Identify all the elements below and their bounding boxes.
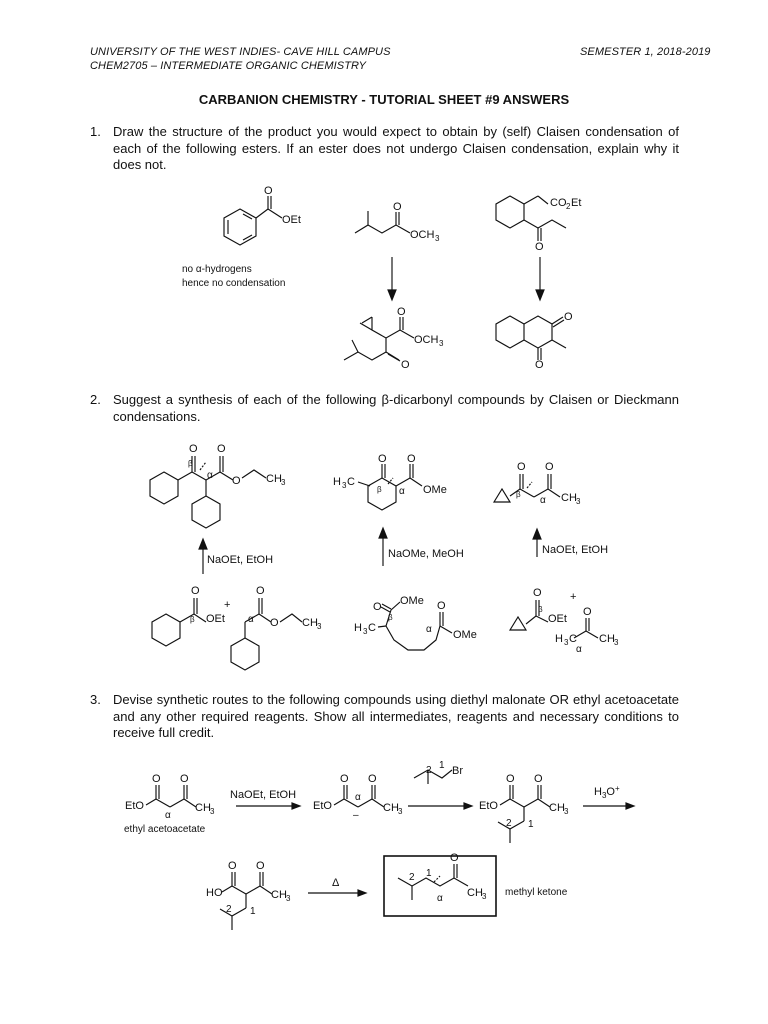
svg-text:–: – <box>353 810 359 821</box>
svg-text:CO: CO <box>550 197 567 209</box>
q2-target-3 <box>494 461 581 506</box>
q2-target-1 <box>150 443 286 528</box>
svg-text:O: O <box>564 311 573 323</box>
svg-text:OEt: OEt <box>206 613 225 625</box>
course-name: CHEM2705 – INTERMEDIATE ORGANIC CHEMISTRY <box>90 60 367 72</box>
question-2-number: 2. <box>90 392 101 407</box>
q1-carbonyl-o: O <box>264 185 273 197</box>
q3-alkylated-ester <box>479 773 569 843</box>
svg-text:O: O <box>270 617 279 629</box>
svg-text:3: 3 <box>286 894 291 903</box>
svg-text:+: + <box>224 599 231 611</box>
svg-text:C: C <box>368 622 376 634</box>
svg-text:3: 3 <box>398 807 403 816</box>
svg-text:O: O <box>583 606 592 618</box>
svg-text:3: 3 <box>342 481 347 490</box>
svg-text:O: O <box>437 600 446 612</box>
svg-text:O: O <box>534 773 543 785</box>
svg-text:1: 1 <box>426 868 432 879</box>
svg-text:2: 2 <box>426 765 432 776</box>
svg-text:OMe: OMe <box>453 629 477 641</box>
o: O <box>189 443 198 455</box>
svg-text:O: O <box>397 306 406 318</box>
q3-enolate <box>313 773 403 821</box>
svg-text:CH: CH <box>467 887 483 899</box>
svg-text:3: 3 <box>614 638 619 647</box>
question-2-text: Suggest a synthesis of each of the following β-dicarbonyl compounds by Claisen or Dieckmann condensations. <box>113 392 679 424</box>
q1-methyl-isovalerate <box>355 201 440 243</box>
svg-text:α: α <box>426 624 432 635</box>
svg-text:OEt: OEt <box>548 613 567 625</box>
svg-text:β: β <box>516 490 521 499</box>
svg-text:Br: Br <box>452 765 463 777</box>
q1-cyclohexyl-ester <box>496 196 581 253</box>
svg-text:O: O <box>407 453 416 465</box>
q2-precursor-1 <box>152 585 322 670</box>
q3-keto-acid <box>206 860 291 930</box>
q3-ethyl-acetoacetate <box>125 773 215 821</box>
svg-text:HO: HO <box>206 887 223 899</box>
svg-text:β: β <box>388 613 393 622</box>
svg-text:α: α <box>437 893 443 904</box>
svg-text:3: 3 <box>435 234 440 243</box>
svg-text:β: β <box>190 615 195 624</box>
q3-product-label: methyl ketone <box>505 887 568 898</box>
q2-reagent-1: NaOEt, EtOH <box>207 554 274 566</box>
svg-text:CH: CH <box>383 802 399 814</box>
svg-text:O: O <box>533 587 542 599</box>
svg-text:O: O <box>340 773 349 785</box>
svg-text:CH: CH <box>561 492 577 504</box>
svg-text:β: β <box>188 459 193 468</box>
svg-text:CH: CH <box>266 473 282 485</box>
svg-text:3: 3 <box>210 807 215 816</box>
svg-text:O: O <box>506 773 515 785</box>
svg-text:3: 3 <box>281 478 286 487</box>
svg-text:3: 3 <box>317 622 322 631</box>
svg-text:O: O <box>535 359 544 371</box>
svg-text:3: 3 <box>576 497 581 506</box>
svg-text:1: 1 <box>439 760 445 771</box>
svg-text:O: O <box>368 773 377 785</box>
svg-text:2: 2 <box>566 202 571 211</box>
q1-ethyl-benzoate <box>224 185 301 245</box>
svg-text:O: O <box>152 773 161 785</box>
svg-text:H: H <box>354 622 362 634</box>
svg-text:O: O <box>373 601 382 613</box>
q3-reagent-1: NaOEt, EtOH <box>230 789 297 801</box>
q2-reagent-2: NaOMe, MeOH <box>388 548 464 560</box>
q1-oet-label: OEt <box>282 214 301 226</box>
svg-text:3: 3 <box>363 627 368 636</box>
svg-text:O: O <box>535 241 544 253</box>
svg-text:α: α <box>399 486 405 497</box>
svg-text:Et: Et <box>571 197 582 209</box>
svg-text:O: O <box>378 453 387 465</box>
svg-text:α: α <box>165 810 171 821</box>
svg-text:O: O <box>450 852 459 864</box>
q3-start-label: ethyl acetoacetate <box>124 824 206 835</box>
q1-product-1 <box>344 306 444 371</box>
svg-text:3: 3 <box>564 807 569 816</box>
svg-text:α: α <box>576 644 582 655</box>
svg-text:OCH: OCH <box>414 334 439 346</box>
svg-text:OCH: OCH <box>410 229 435 241</box>
svg-text:O: O <box>217 443 226 455</box>
svg-text:O: O <box>401 359 410 371</box>
svg-text:β: β <box>377 485 382 494</box>
svg-text:CH: CH <box>599 633 615 645</box>
question-3-number: 3. <box>90 692 101 707</box>
q2-reagent-3: NaOEt, EtOH <box>542 544 609 556</box>
svg-text:EtO: EtO <box>313 800 332 812</box>
svg-text:β: β <box>538 605 543 614</box>
svg-text:CH: CH <box>195 802 211 814</box>
svg-text:α: α <box>248 614 254 625</box>
svg-text:3: 3 <box>482 892 487 901</box>
svg-text:EtO: EtO <box>479 800 498 812</box>
semester: SEMESTER 1, 2018-2019 <box>580 46 711 58</box>
svg-text:O: O <box>256 860 265 872</box>
q1-note-line1: no α-hydrogens <box>182 264 252 275</box>
svg-text:2: 2 <box>409 872 415 883</box>
q3-reagent-2: $H_3O^+$ <box>594 784 620 800</box>
svg-text:H: H <box>333 476 341 488</box>
q2-precursor-3 <box>510 587 619 655</box>
svg-text:α: α <box>540 495 546 506</box>
svg-text:OMe: OMe <box>423 484 447 496</box>
svg-text:CH: CH <box>549 802 565 814</box>
svg-text:O: O <box>393 201 402 213</box>
question-1-text: Draw the structure of the product you would expect to obtain by (self) Claisen condensation of each of the following esters. If an ester does not undergo Claisen condensation, explain why it does not. <box>113 124 679 172</box>
svg-text:OMe: OMe <box>400 595 424 607</box>
svg-text:O: O <box>180 773 189 785</box>
svg-text:α: α <box>355 792 361 803</box>
svg-text:EtO: EtO <box>125 800 144 812</box>
q1-product-2 <box>496 311 573 371</box>
q1-note-line2: hence no condensation <box>182 278 286 289</box>
svg-text:+: + <box>570 591 577 603</box>
svg-text:O: O <box>232 475 241 487</box>
university-name: UNIVERSITY OF THE WEST INDIES- CAVE HILL CAMPUS <box>90 46 391 58</box>
svg-text:2: 2 <box>506 818 512 829</box>
q3-methyl-ketone <box>398 852 487 904</box>
question-3-text: Devise synthetic routes to the following compounds using diethyl malonate OR ethyl acetoacetate and any other required reagents. Show all intermediates, reagents and necessary conditions to receive full credit. <box>113 692 679 740</box>
svg-text:α: α <box>207 470 213 481</box>
svg-text:O: O <box>256 585 265 597</box>
q2-precursor-2 <box>354 595 477 650</box>
q3-reagent-3: Δ <box>332 877 340 889</box>
svg-text:O: O <box>545 461 554 473</box>
svg-text:1: 1 <box>250 906 256 917</box>
svg-text:2: 2 <box>226 904 232 915</box>
svg-text:H: H <box>555 633 563 645</box>
svg-text:3: 3 <box>439 339 444 348</box>
q3-alkyl-bromide <box>414 760 463 784</box>
svg-text:O: O <box>517 461 526 473</box>
page-title: CARBANION CHEMISTRY - TUTORIAL SHEET #9 ANSWERS <box>198 92 570 107</box>
q2-target-2 <box>333 453 447 510</box>
svg-text:CH: CH <box>302 617 318 629</box>
svg-text:C: C <box>347 476 355 488</box>
svg-text:O: O <box>228 860 237 872</box>
svg-text:CH: CH <box>271 889 287 901</box>
svg-text:C: C <box>569 633 577 645</box>
svg-text:3: 3 <box>564 638 569 647</box>
svg-text:O: O <box>191 585 200 597</box>
svg-text:1: 1 <box>528 819 534 830</box>
question-1-number: 1. <box>90 124 101 139</box>
